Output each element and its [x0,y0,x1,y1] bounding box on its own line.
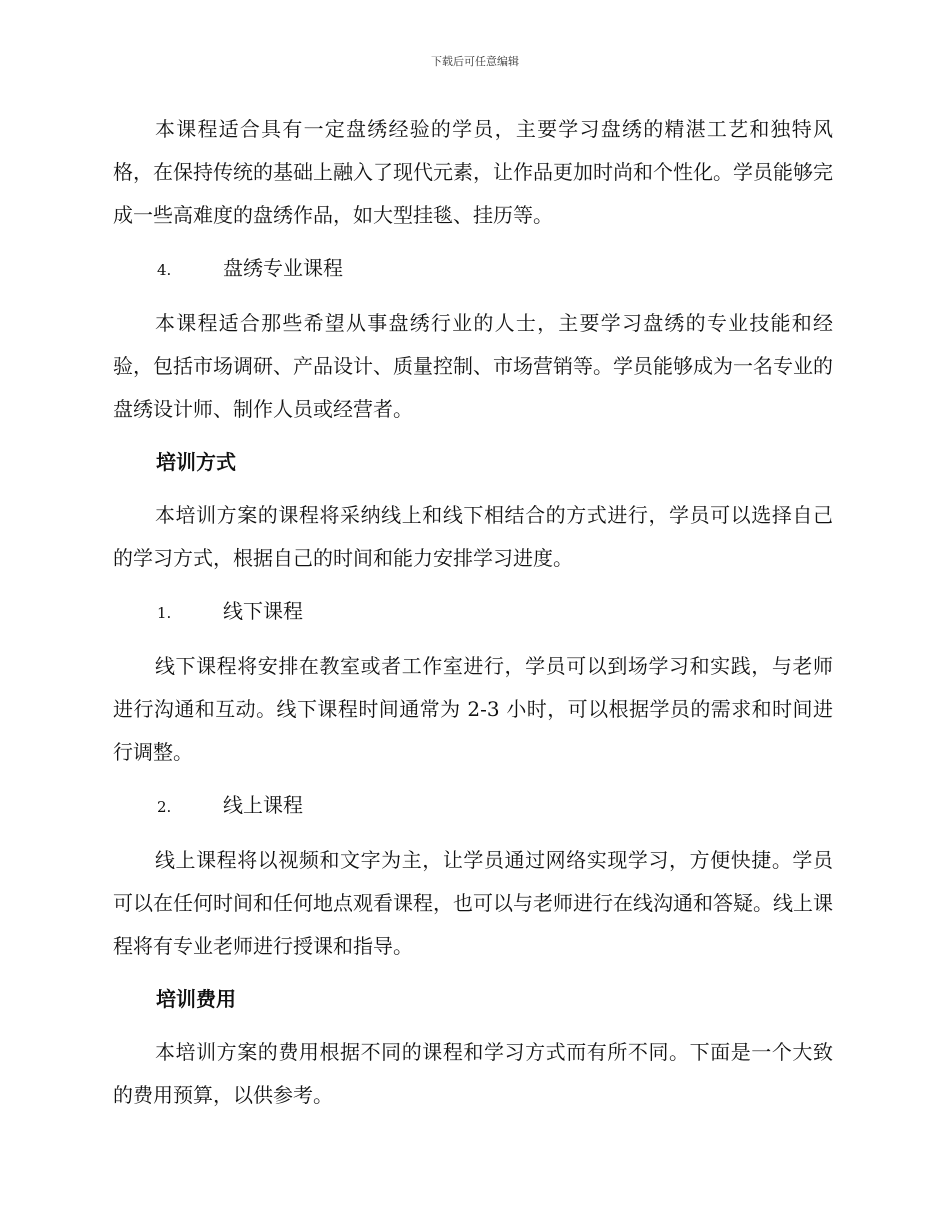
paragraph: 本课程适合那些希望从事盘绣行业的人士，主要学习盘绣的专业技能和经验，包括市场调研、产品设计、质量控制、市场营销等。学员能够成为一名专业的盘绣设计师、制作人员或经营者。 [113,311,833,421]
list-item-offline [113,590,833,635]
list-number: 4. [157,261,172,279]
list-number: 2. [157,798,172,816]
list-item-label: 线上课程 [223,793,303,817]
page-header: 下载后可任意编辑 [431,55,519,68]
list-number: 1. [157,604,172,622]
document-body [113,108,833,1127]
paragraph: 线下课程将安排在教室或者工作室进行，学员可以到场学习和实践，与老师进行沟通和互动。线下课程时间通常为 2-3 小时，可以根据学员的需求和时间进行调整。 [113,654,833,764]
paragraph: 本培训方案的课程将采纳线上和线下相结合的方式进行，学员可以选择自己的学习方式，根据自己的时间和能力安排学习进度。 [113,503,833,570]
list-item-course-4 [113,247,833,292]
list-item-online [113,784,833,829]
paragraph: 线上课程将以视频和文字为主，让学员通过网络实现学习，方便快捷。学员可以在任何时间和任何地点观看课程，也可以与老师进行在线沟通和答疑。线上课程将有专业老师进行授课和指导。 [113,848,833,958]
paragraph: 本培训方案的费用根据不同的课程和学习方式而有所不同。下面是一个大致的费用预算，以供参考。 [113,1040,833,1107]
list-item-label: 线下课程 [223,599,303,623]
section-heading-training-fee: 培训费用 [156,987,236,1011]
paragraph: 本课程适合具有一定盘绣经验的学员，主要学习盘绣的精湛工艺和独特风格，在保持传统的基础上融入了现代元素，让作品更加时尚和个性化。学员能够完成一些高难度的盘绣作品，如大型挂毯、挂历等。 [113,117,833,227]
list-item-label: 盘绣专业课程 [223,256,343,280]
section-heading-training-method: 培训方式 [156,450,236,474]
